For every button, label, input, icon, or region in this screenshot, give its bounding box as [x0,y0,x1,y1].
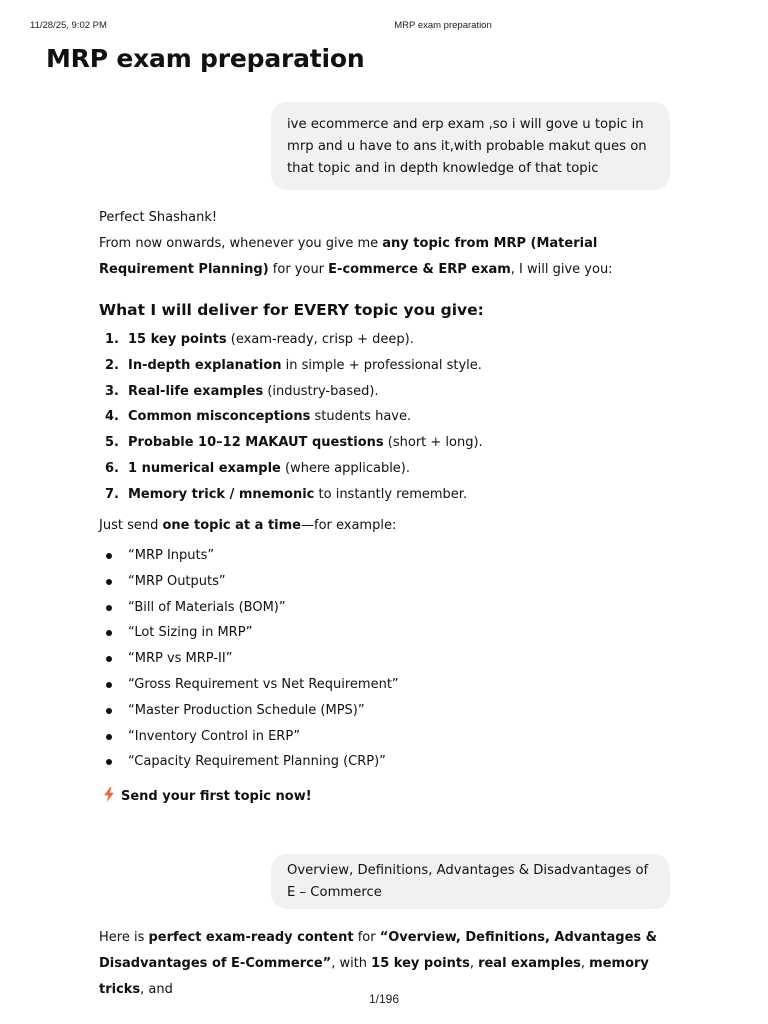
bullet-icon [106,708,112,714]
bullet-icon [106,553,112,559]
bullet-icon [106,734,112,740]
reply-intro: Here is perfect exam-ready content for “Overview, Definitions, Advantages & Disadvantages of E-Commerce”, with 15 key points, real examples, memory tricks, and [99,930,657,997]
list-item: “Inventory Control in ERP” [99,724,399,750]
bullet-icon [106,579,112,585]
reply-greeting: Perfect Shashank! [99,210,218,225]
list-item: “Capacity Requirement Planning (CRP)” [99,749,399,775]
call-to-action: Send your first topic now! [103,784,312,810]
print-header [0,20,768,34]
assistant-reply [99,205,679,283]
list-item: 7. Memory trick / mnemonic to instantly remember. [105,486,468,502]
list-item: 5. Probable 10–12 MAKAUT questions (short + long). [105,435,483,451]
print-timestamp: 11/28/25, 9:02 PM [30,20,107,31]
list-item: 6. 1 numerical example (where applicable). [105,460,411,476]
bullet-icon [106,605,112,611]
list-item: 3. Real-life examples (industry-based). [105,383,379,399]
bullet-icon [106,630,112,636]
user-message-bubble: Overview, Definitions, Advantages & Disadvantages of E – Commerce [271,854,670,909]
list-item: “Lot Sizing in MRP” [99,620,399,646]
page-title: MRP exam preparation [46,44,365,73]
list-item: “MRP Outputs” [99,569,399,595]
list-item: “Bill of Materials (BOM)” [99,595,399,621]
bullet-icon [106,656,112,662]
send-instruction: Just send one topic at a time—for example: [99,518,397,533]
reply-intro: From now onwards, whenever you give me any topic from MRP (Material Requirement Planning) for your E-commerce & ERP exam, I will give you: [99,236,613,277]
deliverables-list [99,327,483,508]
list-item: “MRP vs MRP-II” [99,646,399,672]
example-topics-list [99,543,399,775]
lightning-icon [103,787,115,802]
list-item: “MRP Inputs” [99,543,399,569]
user-message-bubble: ive ecommerce and erp exam ,so i will gove u topic in mrp and u have to ans it,with probable makut ques on that topic and in depth knowledge of that topic [271,102,670,190]
list-item: 2. In-depth explanation in simple + professional style. [105,357,482,373]
list-item: “Gross Requirement vs Net Requirement” [99,672,399,698]
list-item: 4. Common misconceptions students have. [105,409,412,425]
deliverables-heading: What I will deliver for EVERY topic you give: [99,301,484,319]
list-item: 1. 15 key points (exam-ready, crisp + deep). [105,332,414,347]
bullet-icon [106,682,112,688]
print-doc-title: MRP exam preparation [394,20,492,31]
list-item: “Master Production Schedule (MPS)” [99,698,399,724]
page-number: 1/196 [368,992,400,1006]
bullet-icon [106,759,112,765]
